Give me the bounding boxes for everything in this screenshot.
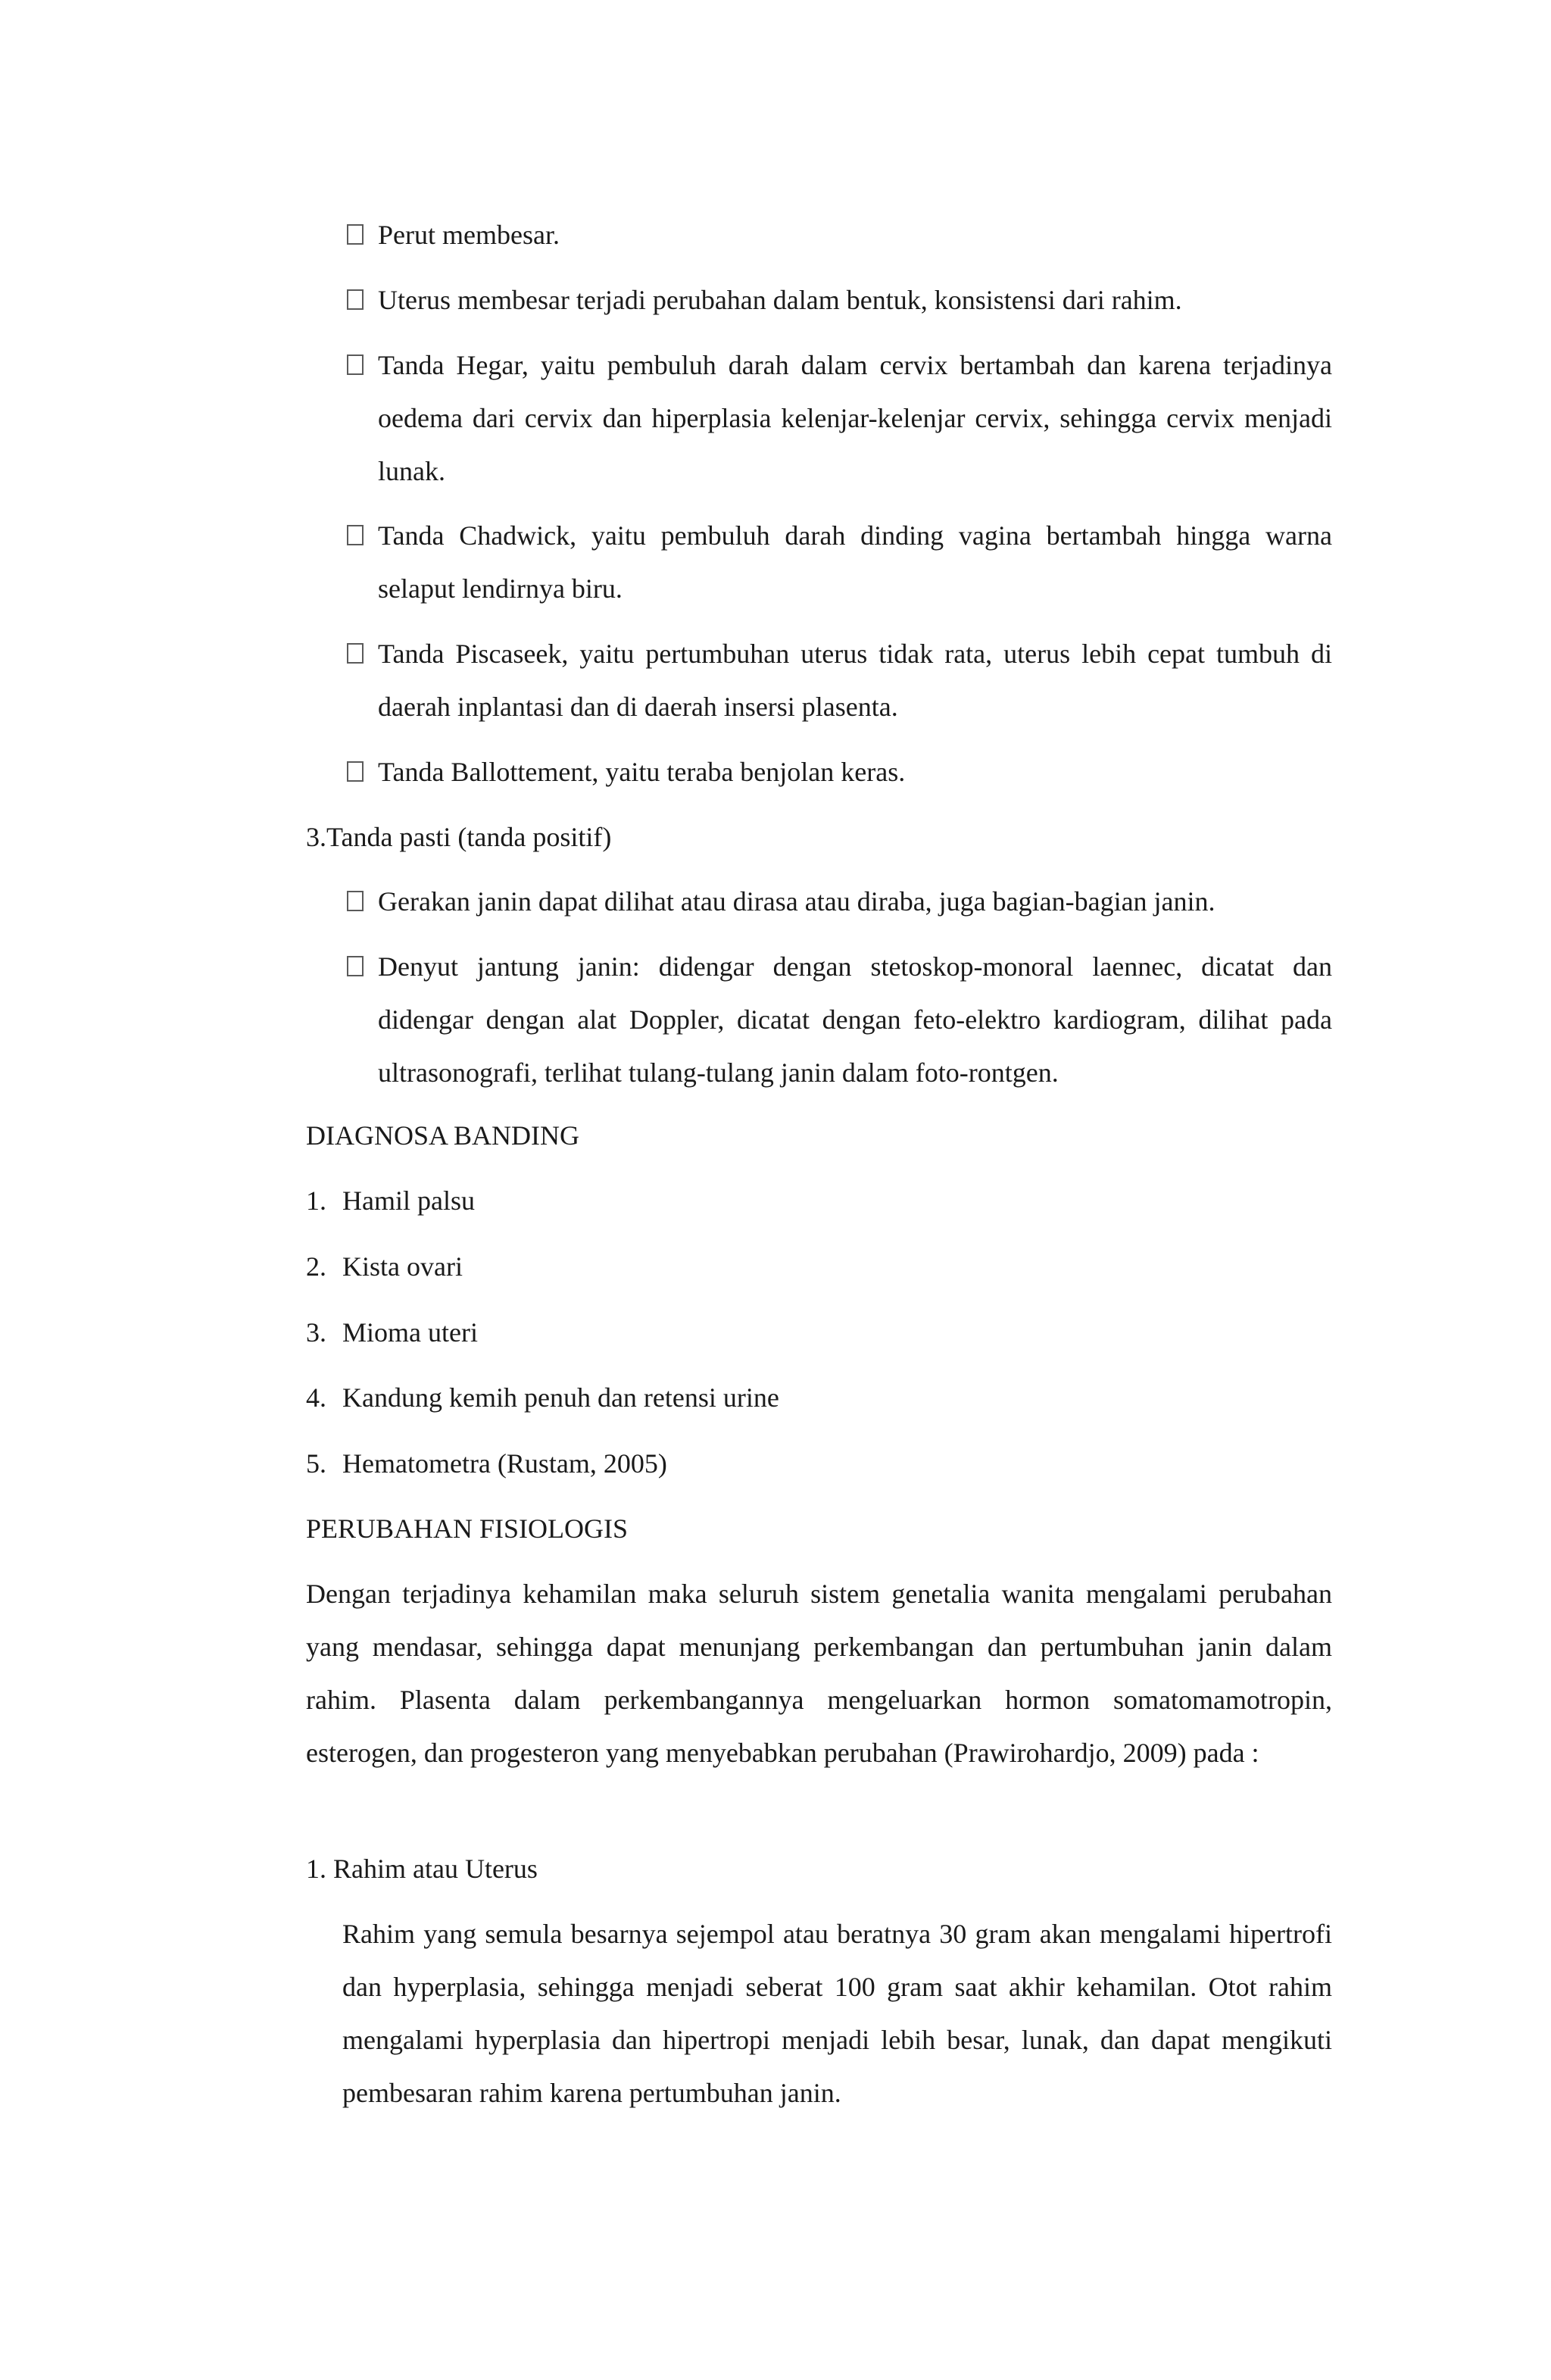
list-item-text: Tanda Hegar, yaitu pembuluh darah dalam cervix bertambah dan karena terjadinya oedema dari cervix dan hiperplasia kelenjar-kelenjar cervix, sehingga cervix menjadi lunak. — [378, 350, 1332, 486]
list-item-number: 1. — [306, 1185, 326, 1216]
section-heading-tanda-pasti: 3.Tanda pasti (tanda positif) — [306, 822, 612, 852]
bullet-box-icon — [347, 224, 364, 245]
list-item-text: Hematometra (Rustam, 2005) — [342, 1448, 667, 1479]
list-item-text: Kista ovari — [342, 1251, 463, 1282]
list-item-text: Tanda Piscaseek, yaitu pertumbuhan uterus tidak rata, uterus lebih cepat tumbuh di daerah inplantasi dan di daerah insersi plasenta. — [378, 639, 1332, 722]
list-item-text: Mioma uteri — [342, 1317, 478, 1348]
bullet-box-icon — [347, 761, 364, 782]
body-paragraph: Dengan terjadinya kehamilan maka seluruh sistem genetalia wanita mengalami perubahan yang mendasar, sehingga dapat menunjang perkembangan dan pertumbuhan janin dalam rahim. Plasenta dalam perkembangannya mengeluarkan hormon somatomamotropin, esterogen, dan progesteron yang menyebabkan perubahan (Prawirohardjo, 2009) pada : — [306, 1579, 1332, 1768]
list-item-number: 3. — [306, 1317, 326, 1348]
section-heading-diagnosa-banding: DIAGNOSA BANDING — [306, 1120, 580, 1151]
list-item-text: Denyut jantung janin: didengar dengan stetoskop-monoral laennec, dicatat dan didengar dengan alat Doppler, dicatat dengan feto-elektro kardiogram, dilihat pada ultrasonografi, terlihat tulang-tulang janin dalam foto-rontgen. — [378, 951, 1332, 1088]
list-item-number: 4. — [306, 1382, 326, 1413]
bullet-box-icon — [347, 643, 364, 664]
bullet-box-icon — [347, 891, 364, 911]
bullet-box-icon — [347, 525, 364, 545]
list-item-text: Uterus membesar terjadi perubahan dalam bentuk, konsistensi dari rahim. — [378, 285, 1182, 315]
list-item-text: Perut membesar. — [378, 220, 560, 250]
body-paragraph: Rahim yang semula besarnya sejempol atau beratnya 30 gram akan mengalami hipertrofi dan hyperplasia, sehingga menjadi seberat 100 gram saat akhir kehamilan. Otot rahim mengalami hyperplasia dan hipertropi menjadi lebih besar, lunak, dan dapat mengikuti pembesaran rahim karena pertumbuhan janin. — [342, 1919, 1332, 2108]
list-item-text: Hamil palsu — [342, 1185, 475, 1216]
bullet-box-icon — [347, 289, 364, 310]
bullet-box-icon — [347, 956, 364, 976]
list-item-text: Kandung kemih penuh dan retensi urine — [342, 1382, 779, 1413]
list-item-number: 2. — [306, 1251, 326, 1282]
subsection-heading-rahim: 1. Rahim atau Uterus — [306, 1854, 538, 1884]
list-item-text: Tanda Chadwick, yaitu pembuluh darah dinding vagina bertambah hingga warna selaput lendirnya biru. — [378, 520, 1332, 604]
section-heading-perubahan-fisiologis: PERUBAHAN FISIOLOGIS — [306, 1513, 629, 1544]
list-item-text: Gerakan janin dapat dilihat atau dirasa atau diraba, juga bagian-bagian janin. — [378, 886, 1216, 917]
list-item-number: 5. — [306, 1448, 326, 1479]
list-item-text: Tanda Ballottement, yaitu teraba benjolan keras. — [378, 757, 906, 787]
bullet-box-icon — [347, 355, 364, 375]
